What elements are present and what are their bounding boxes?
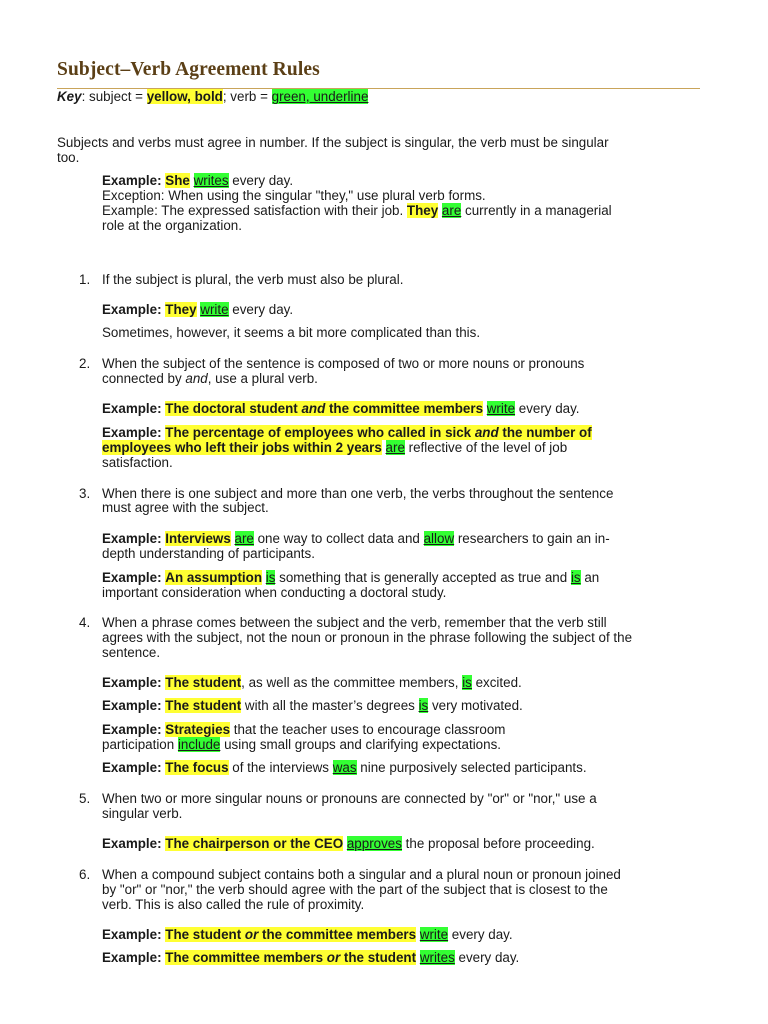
- example-line: [102, 927, 513, 942]
- verb-highlight: write: [200, 302, 229, 317]
- example-text: something that is generally accepted as true and: [275, 570, 571, 585]
- key-line: [57, 89, 368, 104]
- subject-highlight: [165, 927, 416, 942]
- example-label: Example:: [102, 698, 162, 713]
- example-label: Example:: [102, 722, 162, 737]
- subject-highlight: The student: [165, 675, 242, 690]
- subject-part: the number of: [498, 425, 592, 440]
- verb-highlight: writes: [419, 950, 455, 965]
- subject-highlight: The focus: [165, 760, 229, 775]
- rule-text: verb. This is also called the rule of proximity.: [102, 897, 365, 912]
- key-text: : subject =: [81, 89, 147, 104]
- subject-conjunction: and: [474, 425, 499, 440]
- example-text: excited.: [471, 675, 522, 690]
- verb-highlight: approves: [346, 836, 402, 851]
- example-line-cont: satisfaction.: [102, 455, 173, 470]
- subject-highlight: They: [406, 203, 439, 218]
- list-number: 4.: [79, 615, 91, 630]
- subject-part: the committee members: [325, 401, 484, 416]
- subject-part: The committee members: [165, 950, 327, 965]
- rule-text: agrees with the subject, not the noun or pronoun in the phrase following the subject of the: [102, 630, 633, 645]
- example-line-cont: depth understanding of participants.: [102, 546, 315, 561]
- example-label: Example:: [102, 950, 162, 965]
- verb-highlight: write: [419, 927, 449, 942]
- list-number: 6.: [79, 867, 91, 882]
- example-label: Example:: [102, 173, 162, 188]
- subject-highlight: Strategies: [165, 722, 231, 737]
- key-text: ; verb =: [222, 89, 272, 104]
- example-label: Example:: [102, 531, 162, 546]
- example-text: nine purposively selected participants.: [356, 760, 587, 775]
- example-label: Example:: [102, 836, 162, 851]
- example-line: [102, 531, 610, 546]
- example-line: [102, 836, 595, 851]
- subject-highlight: An assumption: [165, 570, 262, 585]
- subject-highlight: [165, 425, 591, 440]
- subject-highlight: [165, 950, 416, 965]
- example-text: with all the master’s degrees: [241, 698, 419, 713]
- example-line: [102, 950, 519, 965]
- example-text: currently in a managerial: [461, 203, 612, 218]
- example-line-cont: [102, 737, 501, 752]
- verb-highlight: allow: [423, 531, 455, 546]
- verb-highlight: was: [332, 760, 357, 775]
- example-line: [102, 722, 505, 737]
- verb-highlight: are: [385, 440, 405, 455]
- rule-text-part: connected by: [102, 371, 186, 386]
- list-number: 5.: [79, 791, 91, 806]
- verb-highlight: include: [177, 737, 221, 752]
- subject-conjunction: or: [244, 927, 259, 942]
- intro-text: Subjects and verbs must agree in number. If the subject is singular, the verb must be singular: [57, 135, 609, 150]
- exception-text: Exception: When using the singular "they," use plural verb forms.: [102, 188, 486, 203]
- example-text: of the interviews: [228, 760, 333, 775]
- example-text: one way to collect data and: [253, 531, 424, 546]
- intro-example-2: [102, 203, 612, 218]
- intro-text: too.: [57, 150, 80, 165]
- subject-part: The percentage of employees who called in sick: [165, 425, 475, 440]
- example-text: every day.: [228, 173, 294, 188]
- example-line: [102, 401, 580, 416]
- example-line: [102, 760, 587, 775]
- verb-highlight: write: [486, 401, 516, 416]
- rule-text-part: , use a plural verb.: [207, 371, 318, 386]
- verb-highlight: is: [265, 570, 276, 585]
- list-number: 2.: [79, 356, 91, 371]
- example-text: that the teacher uses to encourage classroom: [230, 722, 506, 737]
- example-line: [102, 698, 523, 713]
- example-label: Example:: [102, 927, 162, 942]
- example-text: the proposal before proceeding.: [401, 836, 595, 851]
- example-text: participation: [102, 737, 178, 752]
- example-label: Example:: [102, 425, 162, 440]
- verb-highlight: is: [418, 698, 429, 713]
- rule-text: sentence.: [102, 645, 161, 660]
- subject-highlight: She: [165, 173, 190, 188]
- example-label: Example:: [102, 302, 162, 317]
- example-line-cont: important consideration when conducting a doctoral study.: [102, 585, 447, 600]
- subject-conjunction: and: [301, 401, 326, 416]
- example-text: every day.: [228, 302, 294, 317]
- subject-part: The doctoral student: [165, 401, 302, 416]
- subject-highlight: Interviews: [165, 531, 231, 546]
- subject-highlight: They: [165, 302, 197, 317]
- note-text: Sometimes, however, it seems a bit more complicated than this.: [102, 325, 481, 340]
- example-line: [102, 675, 522, 690]
- key-subject-sample: yellow, bold: [146, 89, 223, 104]
- example-text: an: [580, 570, 600, 585]
- rule-text: When the subject of the sentence is composed of two or more nouns or pronouns: [102, 356, 585, 371]
- example-label: Example:: [102, 760, 162, 775]
- intro-example-2-cont: role at the organization.: [102, 218, 242, 233]
- subject-part: the committee members: [258, 927, 417, 942]
- verb-highlight: are: [441, 203, 462, 218]
- verb-highlight: writes: [193, 173, 229, 188]
- rule-text: When a compound subject contains both a singular and a plural noun or pronoun joined: [102, 867, 621, 882]
- rule-text: singular verb.: [102, 806, 183, 821]
- list-number: 3.: [79, 486, 91, 501]
- key-label: Key: [57, 89, 82, 104]
- rule-text: When there is one subject and more than one verb, the verbs throughout the sentence: [102, 486, 614, 501]
- rule-text: must agree with the subject.: [102, 500, 269, 515]
- example-text: every day.: [515, 401, 580, 416]
- rule-text: If the subject is plural, the verb must also be plural.: [102, 272, 404, 287]
- intro-example: [102, 173, 293, 188]
- rule-text: When two or more singular nouns or pronouns are connected by "or" or "nor," use a: [102, 791, 597, 806]
- example-line: [102, 570, 599, 585]
- rule-text: by "or" or "nor," the verb should agree with the part of the subject that is closest to the: [102, 882, 608, 897]
- key-verb-sample: green, underline: [271, 89, 369, 104]
- example-label: Example:: [102, 570, 162, 585]
- example-line: [102, 302, 293, 317]
- example-text: reflective of the level of job: [404, 440, 568, 455]
- rule-text: [102, 371, 318, 386]
- list-number: 1.: [79, 272, 91, 287]
- subject-part: The student: [165, 927, 245, 942]
- example-text: very motivated.: [428, 698, 523, 713]
- example-line: [102, 425, 592, 440]
- page-title: Subject–Verb Agreement Rules: [57, 59, 320, 80]
- example-text: researchers to gain an in-: [454, 531, 610, 546]
- example-text: every day.: [454, 950, 520, 965]
- subject-highlight: The chairperson or the CEO: [165, 836, 344, 851]
- subject-highlight: The student: [165, 698, 242, 713]
- rule-text-italic: and: [185, 371, 208, 386]
- verb-highlight: is: [462, 675, 472, 690]
- subject-part: the student: [340, 950, 417, 965]
- example-line-cont: [102, 440, 567, 455]
- subject-highlight: employees who left their jobs within 2 years: [102, 440, 382, 455]
- example-label: Example:: [102, 401, 162, 416]
- example-label: Example:: [102, 675, 162, 690]
- subject-conjunction: or: [326, 950, 341, 965]
- example-text: every day.: [448, 927, 513, 942]
- example-text: Example: The expressed satisfaction with their job.: [102, 203, 407, 218]
- example-text: using small groups and clarifying expectations.: [220, 737, 501, 752]
- verb-highlight: is: [570, 570, 581, 585]
- verb-highlight: are: [234, 531, 254, 546]
- rule-text: When a phrase comes between the subject and the verb, remember that the verb still: [102, 615, 607, 630]
- subject-highlight: [165, 401, 483, 416]
- example-text: , as well as the committee members,: [241, 675, 463, 690]
